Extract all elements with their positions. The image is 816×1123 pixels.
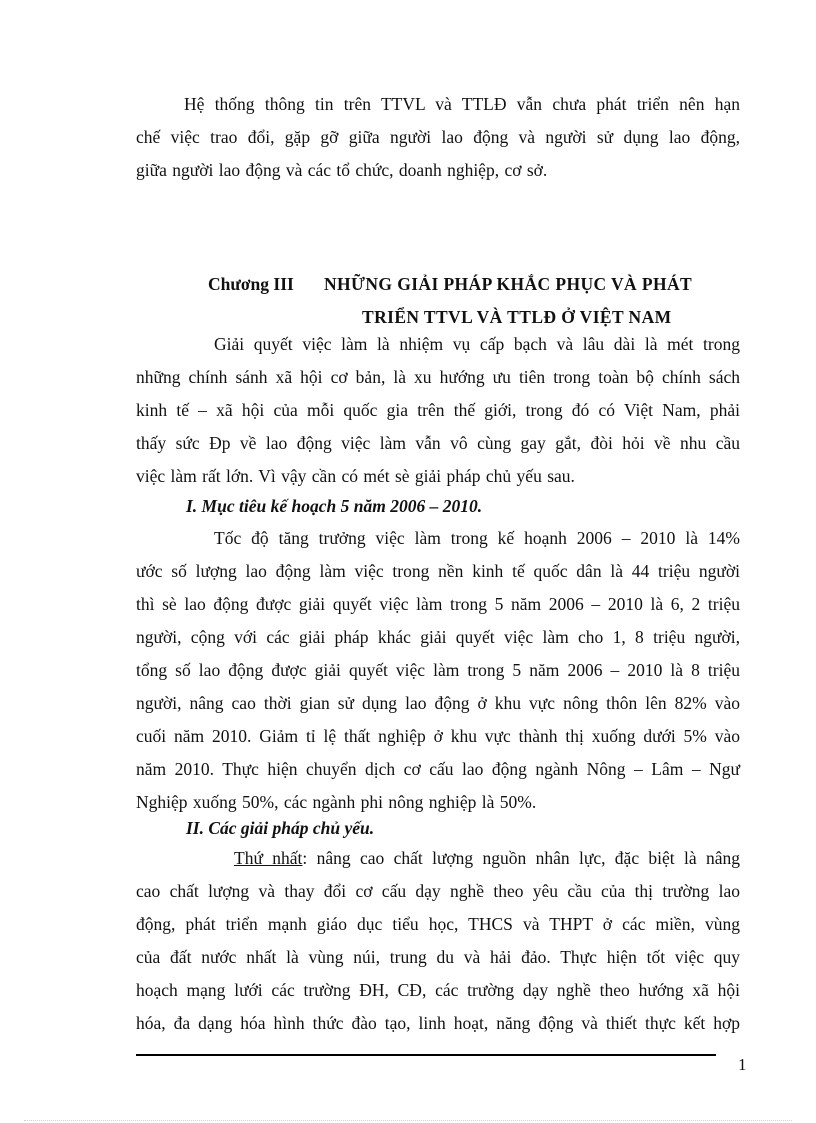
first-solution-text: : nâng cao chất lượng nguồn nhân lực, đặc biệt là nâng — [302, 848, 741, 868]
text-line — [136, 842, 740, 875]
chapter-heading — [208, 268, 728, 334]
text-line: những chính sánh xã hội cơ bản, là xu hướng ưu tiên trong toàn bộ chính sách — [136, 367, 740, 387]
chapter-title-line2: TRIỂN TTVL VÀ TTLĐ Ở VIỆT NAM — [362, 307, 672, 327]
page-number: 1 — [738, 1055, 747, 1074]
chapter-intro-paragraph — [136, 328, 740, 493]
text-line: thấy sức Ðp về lao động việc làm vẫn vô cùng gay gắt, đòi hỏi về nhu cầu — [136, 433, 740, 453]
text-line: động, phát triển mạnh giáo dục tiểu học, THCS và THPT ở các miền, vùng — [136, 914, 740, 934]
text-line: của đất nước nhất là vùng núi, trung du và hải đảo. Thực hiện tốt việc quy — [136, 947, 740, 967]
text-line: cao chất lượng và thay đổi cơ cấu dạy nghề theo yêu cầu của thị trường lao — [136, 881, 740, 901]
chapter-title-line1: NHỮNG GIẢI PHÁP KHẮC PHỤC VÀ PHÁT — [324, 274, 693, 294]
intro-paragraph — [136, 88, 740, 187]
text-line: tổng số lao động được giải quyết việc làm trong 5 năm 2006 – 2010 là 8 triệu — [136, 660, 740, 680]
text-line: ước số lượng lao động làm việc trong nền kinh tế quốc dân là 44 triệu người — [136, 561, 740, 581]
text-line: người, cộng với các giải pháp khác giải quyết việc làm cho 1, 8 triệu người, — [136, 627, 740, 647]
text-line: giữa người lao động và các tổ chức, doanh nghiệp, cơ sở. — [136, 160, 548, 180]
text-line: năm 2010. Thực hiện chuyển dịch cơ cấu lao động ngành Nông – Lâm – Ngư — [136, 759, 740, 779]
text-line: cuối năm 2010. Giảm tỉ lệ thất nghiệp ở khu vực thành thị xuống dưới 5% vào — [136, 726, 740, 746]
text-line: Hệ thống thông tin trên TTVL và TTLĐ vẫn chưa phát triển nên hạn — [184, 94, 740, 114]
section1-heading: I. Mục tiêu kế hoạch 5 năm 2006 – 2010. — [186, 496, 483, 516]
text-line: thì sè lao động được giải quyết việc làm trong 5 năm 2006 – 2010 là 6, 2 triệu — [136, 594, 740, 614]
text-line: hoạch mạng lưới các trường ĐH, CĐ, các trường dạy nghề theo hướng xã hội — [136, 980, 740, 1000]
text-line: Giải quyết việc làm là nhiệm vụ cấp bạch và lâu dài là mét trong — [214, 334, 740, 354]
first-solution-label: Thứ nhất — [234, 848, 303, 868]
text-line: chế việc trao đổi, gặp gỡ giữa người lao động và người sử dụng lao động, — [136, 127, 740, 147]
text-line: Tốc độ tăng trưởng việc làm trong kế hoạnh 2006 – 2010 là 14% — [214, 528, 740, 548]
section2-paragraph — [136, 842, 740, 1040]
section2-heading: II. Các giải pháp chủ yếu. — [186, 818, 375, 838]
text-line: người, nâng cao thời gian sử dụng lao động ở khu vực nông thôn lên 82% vào — [136, 693, 740, 713]
text-line: Nghiệp xuống 50%, các ngành phi nông nghiệp là 50%. — [136, 792, 537, 812]
text-line: hóa, đa dạng hóa hình thức đào tạo, linh hoạt, năng động và thiết thực kết hợp — [136, 1013, 740, 1033]
section1-paragraph — [136, 522, 740, 819]
page-bottom-border — [24, 1120, 792, 1121]
footer-rule — [136, 1054, 716, 1056]
text-line: kinh tế – xã hội của mỗi quốc gia trên thế giới, trong đó có Việt Nam, phải — [136, 400, 740, 420]
chapter-label: Chương III — [208, 274, 294, 294]
text-line: việc làm rất lớn. Vì vậy cần có mét sè giải pháp chủ yếu sau. — [136, 466, 575, 486]
